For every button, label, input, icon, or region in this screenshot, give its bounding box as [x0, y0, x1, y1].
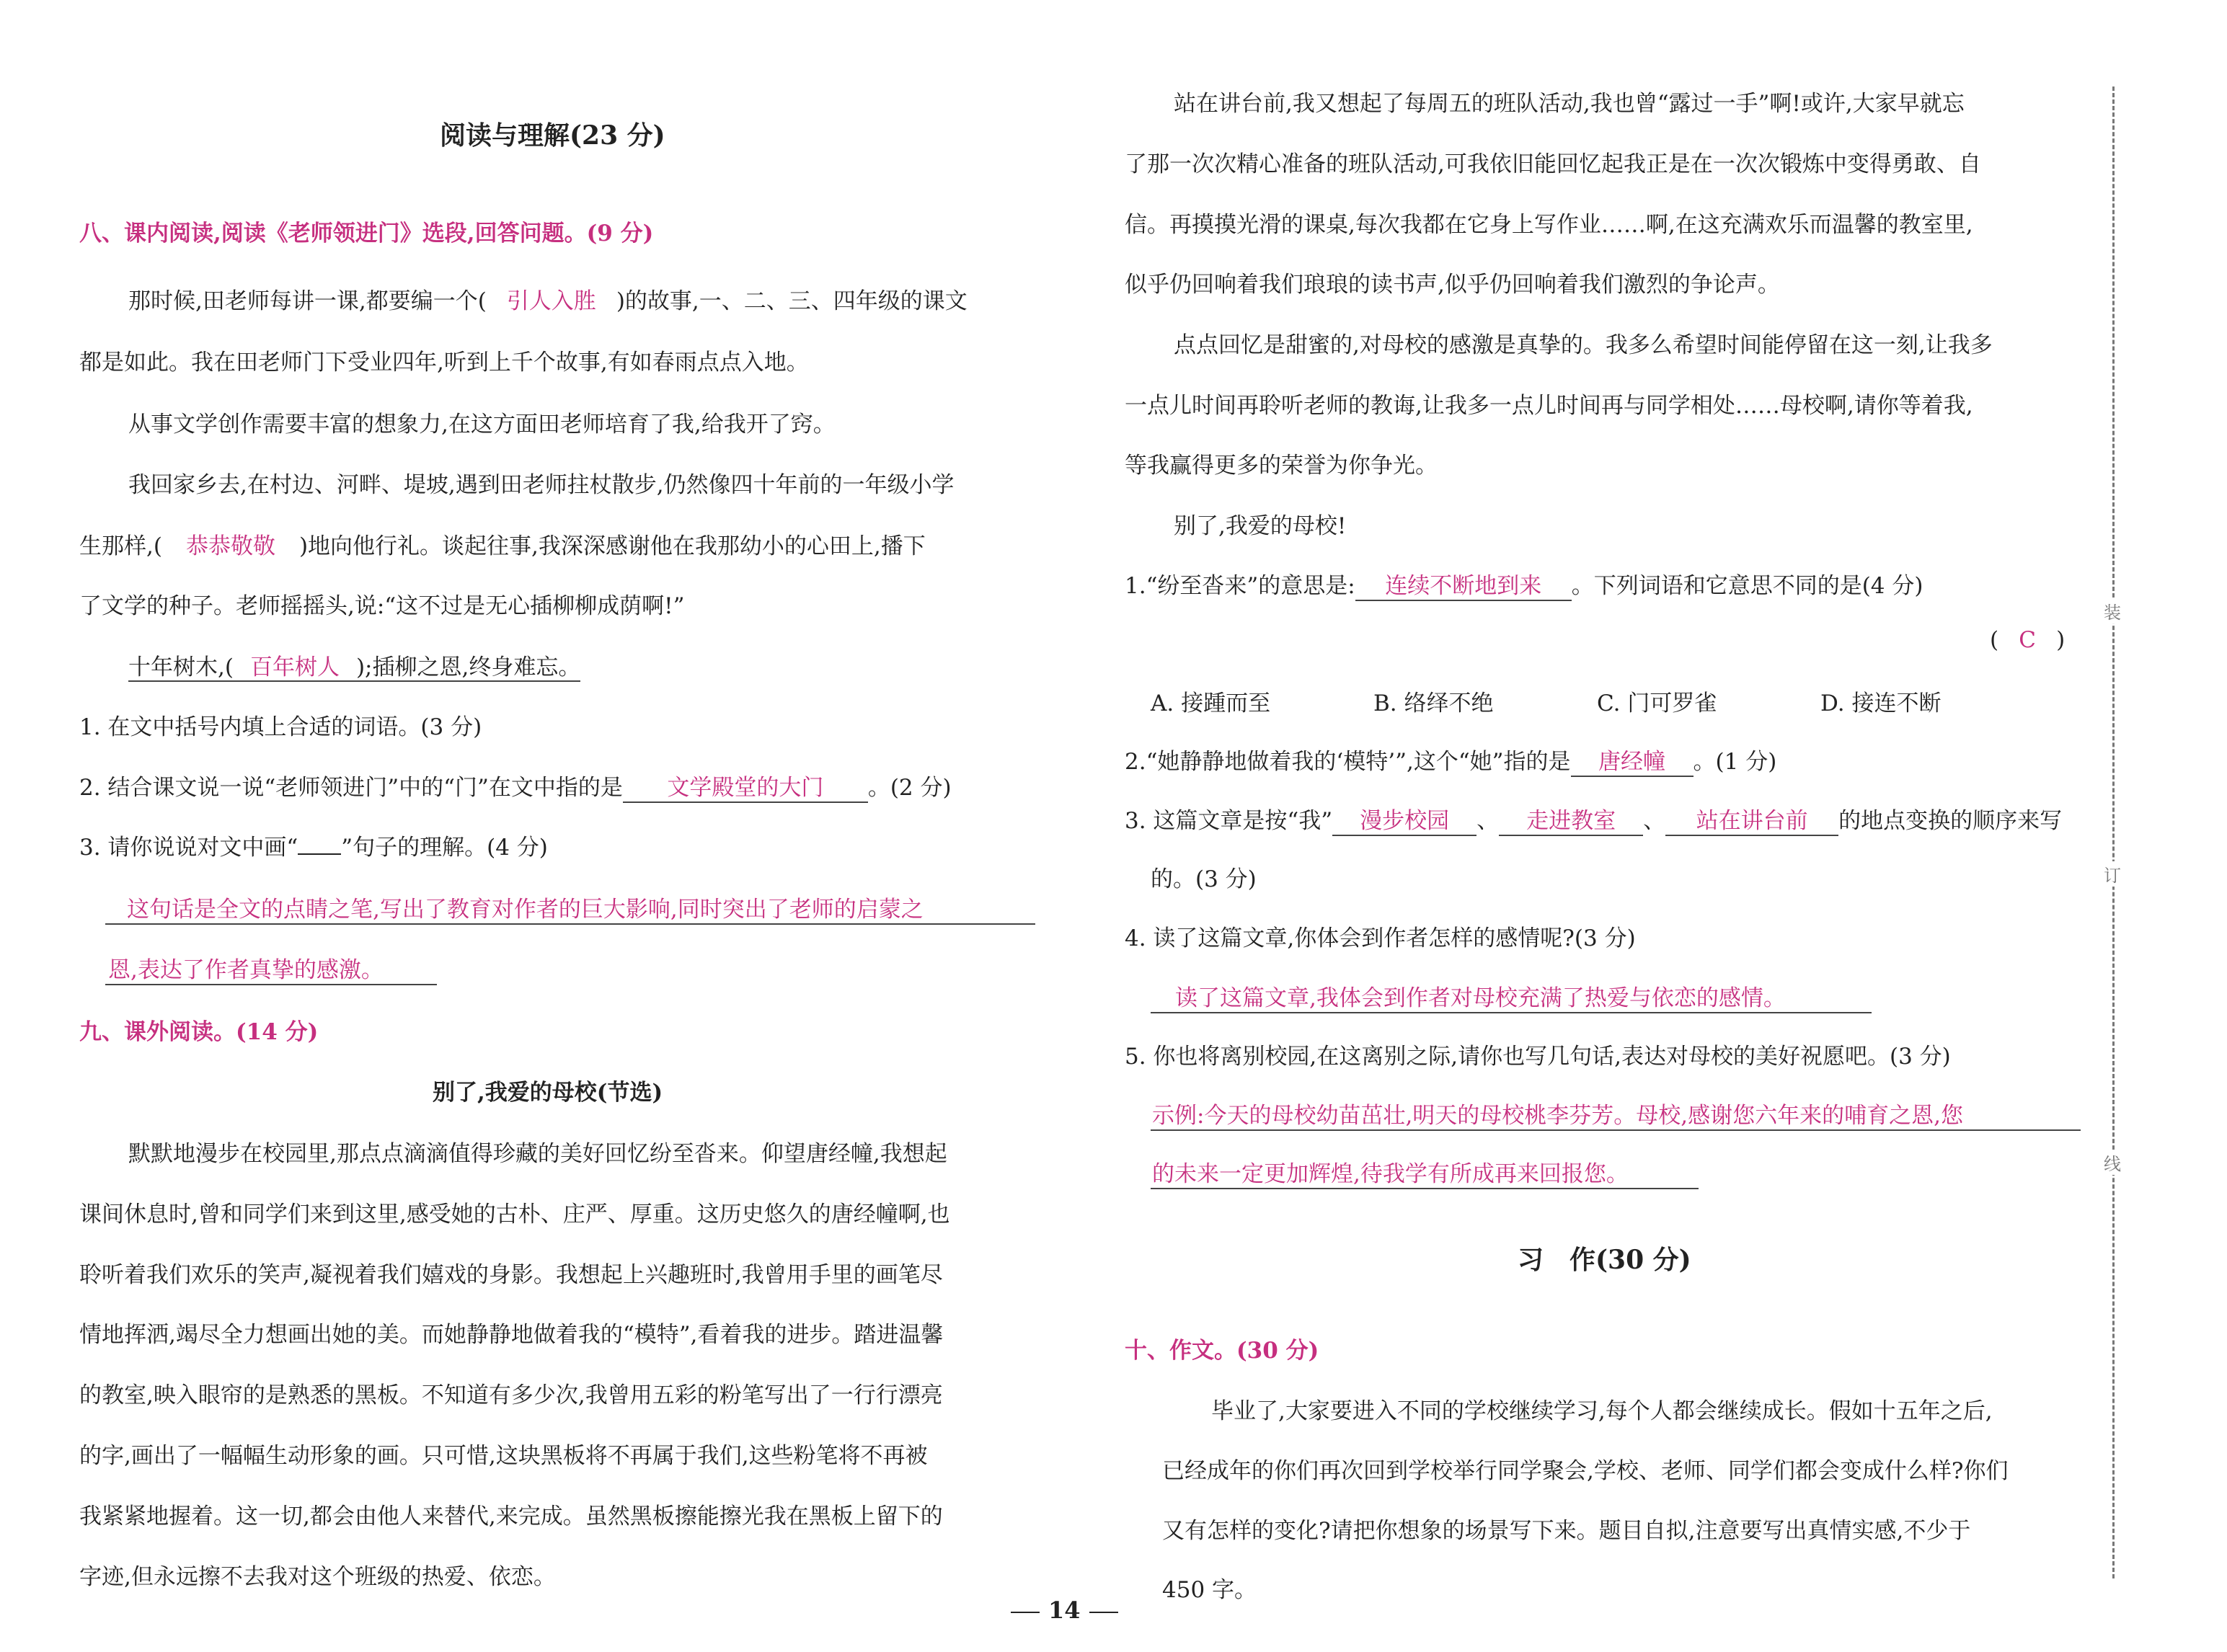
page-number: 14: [1002, 1597, 1127, 1624]
passage1-line1: 那时候,田老师每讲一课,都要编一个( 引人入胜 )的故事,一、二、三、四年级的课文: [128, 283, 968, 315]
q9-5: 5. 你也将离别校园,在这离别之际,请你也写几句话,表达对母校的美好祝愿吧。(3 分): [1125, 1044, 1951, 1070]
q9-3-cont: 的。(3 分): [1151, 866, 1257, 892]
story-line: 的字,画出了一幅幅生动形象的画。只可惜,这块黑板将不再属于我们,这些粉笔将不再被: [79, 1443, 928, 1469]
binding-dashed-line: [2112, 86, 2115, 1578]
q9-3: 3. 这篇文章是按“我” 漫步校园 、 走进教室 、 站在讲台前 的地点变换的顺序来写: [1125, 802, 2062, 836]
passage3-line3: 了文学的种子。老师摇摇头,说:“这不过是无心插柳柳成荫啊!”: [79, 593, 685, 619]
story-line: 字迹,但永远擦不去我对这个班级的热爱、依恋。: [79, 1564, 556, 1590]
binding-mark: 订: [2104, 861, 2121, 887]
section-title-reading: 阅读与理解(23 分): [440, 120, 665, 151]
answer-line: 走进教室: [1499, 809, 1643, 836]
q8-1: 1. 在文中括号内填上合适的词语。(3 分): [79, 714, 482, 740]
q8-2: 2. 结合课文说一说“老师领进门”中的“门”在文中指的是 文学殿堂的大门 。(2 分): [79, 769, 952, 803]
q9-5-answer-line1: 示例:今天的母校幼苗茁壮,明天的母校桃李芬芳。母校,感谢您六年来的哺育之恩,您: [1151, 1097, 2081, 1131]
passage2: 从事文学创作需要丰富的想象力,在这方面田老师培育了我,给我开了窍。: [128, 412, 836, 438]
story-title: 别了,我爱的母校(节选): [433, 1080, 663, 1106]
story-line: 我紧紧地握着。这一切,都会由他人来替代,来完成。虽然黑板擦能擦光我在黑板上留下的: [79, 1504, 943, 1529]
q8-header: 八、课内阅读,阅读《老师领进门》选段,回答问题。(9 分): [79, 221, 654, 247]
essay-prompt-line: 毕业了,大家要进入不同的学校继续学习,每个人都会继续成长。假如十五年之后,: [1211, 1398, 1993, 1424]
q9-4-answer: 读了这篇文章,我体会到作者对母校充满了热爱与依恋的感情。: [1151, 980, 1872, 1013]
option-c: C. 门可罗雀: [1597, 690, 1717, 716]
passage3-line2: 生那样,( 恭恭敬敬 )地向他行礼。谈起往事,我深深感谢他在我那幼小的心田上,播下: [79, 528, 926, 560]
story-line: 情地挥洒,竭尽全力想画出她的美。而她静静地做着我的“模特”,看着我的进步。踏进温馨: [79, 1322, 944, 1348]
q9-header: 九、课外阅读。(14 分): [79, 1019, 319, 1045]
blank-answer: 恭恭敬敬: [185, 533, 275, 559]
option-b: B. 络绎不绝: [1373, 690, 1494, 716]
essay-prompt-line: 450 字。: [1162, 1577, 1257, 1603]
answer-line: 文学殿堂的大门: [623, 776, 868, 803]
blank-answer: 引人入胜: [506, 288, 596, 314]
q8-3-answer-line2: 恩,表达了作者真挚的感激。: [105, 951, 437, 985]
q9-1-choice: ( C ): [1990, 627, 2066, 653]
passage1-line2: 都是如此。我在田老师门下受业四年,听到上千个故事,有如春雨点点入地。: [79, 350, 809, 376]
blank-answer: 百年树人: [249, 654, 340, 680]
option-a: A. 接踵而至: [1151, 690, 1271, 716]
answer-line: 站在讲台前: [1665, 809, 1838, 836]
story-line: 聆听着我们欢乐的笑声,凝视着我们嬉戏的身影。我想起上兴趣班时,我曾用手里的画笔尽: [79, 1262, 943, 1288]
answer-line: 连续不断地到来: [1355, 574, 1572, 601]
story-line: 信。再摸摸光滑的课桌,每次我都在它身上写作业……啊,在这充满欢乐而温馨的教室里,: [1125, 212, 1973, 238]
story-line: 课间休息时,曾和同学们来到这里,感受她的古朴、庄严、厚重。这历史悠久的唐经幢啊,也: [79, 1202, 950, 1227]
section-title-writing: 习 作(30 分): [1518, 1245, 1691, 1275]
story-line: 站在讲台前,我又想起了每周五的班队活动,我也曾“露过一手”啊!或许,大家早就忘: [1174, 91, 1965, 117]
story-line: 一点儿时间再聆听老师的教诲,让我多一点儿时间再与同学相处……母校啊,请你等着我,: [1125, 393, 1973, 419]
story-line: 等我赢得更多的荣誉为你争光。: [1125, 453, 1438, 479]
q9-2: 2.“她静静地做着我的‘模特’”,这个“她”指的是 唐经幢 。(1 分): [1125, 743, 1776, 777]
story-line: 点点回忆是甜蜜的,对母校的感激是真挚的。我多么希望时间能停留在这一刻,让我多: [1174, 332, 1993, 358]
choice-answer: C: [2019, 627, 2036, 653]
answer-line: 唐经幢: [1571, 750, 1694, 777]
story-line: 似乎仍回响着我们琅琅的读书声,似乎仍回响着我们激烈的争论声。: [1125, 272, 1780, 298]
q10-header: 十、作文。(30 分): [1125, 1338, 1319, 1364]
story-line: 了那一次次精心准备的班队活动,可我依旧能回忆起我正是在一次次锻炼中变得勇敢、自: [1125, 151, 1981, 177]
story-line: 别了,我爱的母校!: [1174, 513, 1347, 539]
essay-prompt-line: 又有怎样的变化?请把你想象的场景写下来。题目自拟,注意要写出真情实感,不少于: [1162, 1518, 1971, 1544]
option-d: D. 接连不断: [1820, 690, 1942, 716]
essay-prompt-line: 已经成年的你们再次回到学校举行同学聚会,学校、老师、同学们都会变成什么样?你们: [1162, 1458, 2009, 1484]
binding-mark: 线: [2104, 1150, 2121, 1175]
passage3-line1: 我回家乡去,在村边、河畔、堤坡,遇到田老师拄杖散步,仍然像四十年前的一年级小学: [128, 472, 955, 498]
story-line: 的教室,映入眼帘的是熟悉的黑板。不知道有多少次,我曾用五彩的粉笔写出了一行行漂亮: [79, 1382, 943, 1408]
q8-3: 3. 请你说说对文中画“ ”句子的理解。(4 分): [79, 835, 548, 861]
q8-3-answer-line1: 这句话是全文的点睛之笔,写出了教育对作者的巨大影响,同时突出了老师的启蒙之: [105, 891, 1035, 925]
answer-line: 漫步校园: [1332, 809, 1476, 836]
story-line: 默默地漫步在校园里,那点点滴滴值得珍藏的美好回忆纷至沓来。仰望唐经幢,我想起: [128, 1141, 947, 1167]
q9-5-answer-line2: 的未来一定更加辉煌,待我学有所成再来回报您。: [1151, 1155, 1699, 1189]
q9-1: 1.“纷至沓来”的意思是: 连续不断地到来 。下列词语和它意思不同的是(4 分): [1125, 567, 1923, 601]
passage4: 十年树木,( 百年树人 );插柳之恩,终身难忘。: [128, 649, 580, 681]
q9-4: 4. 读了这篇文章,你体会到作者怎样的感情呢?(3 分): [1125, 925, 1636, 951]
binding-mark: 装: [2104, 598, 2121, 623]
